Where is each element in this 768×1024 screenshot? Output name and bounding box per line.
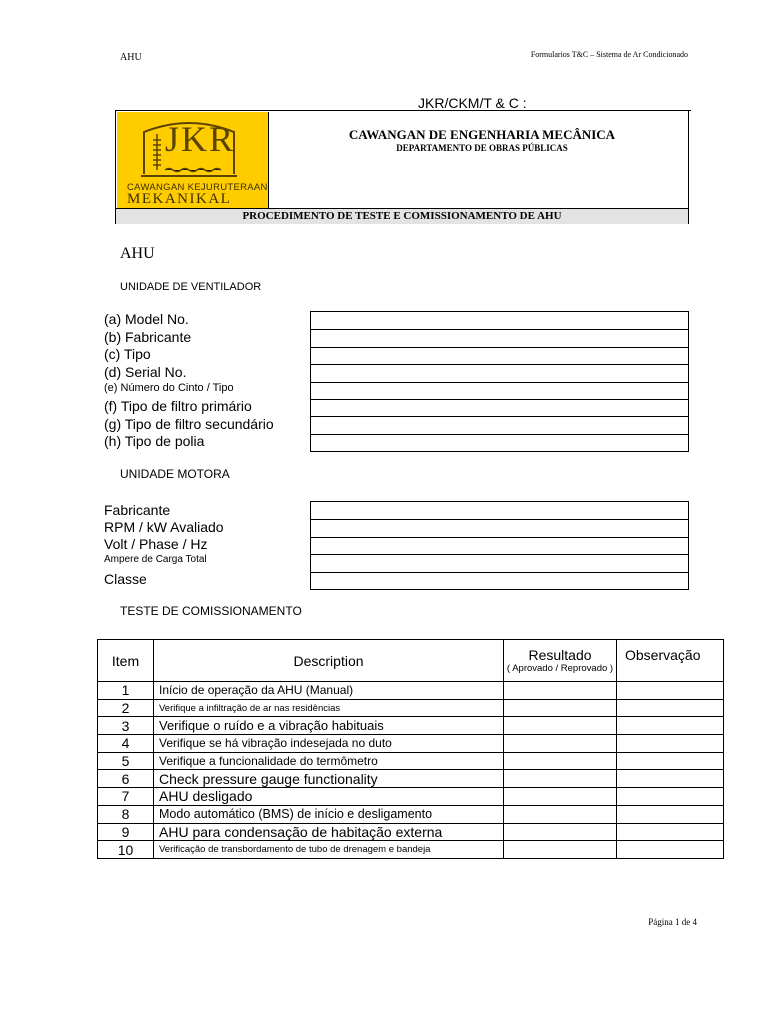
fan-label-type: (c) Tipo xyxy=(104,346,151,362)
motor-label-rpm: RPM / kW Avaliado xyxy=(104,519,224,535)
row-item: 8 xyxy=(98,805,154,823)
row-remarks-cell[interactable] xyxy=(617,735,724,753)
fan-label-secondary-filter: (g) Tipo de filtro secundário xyxy=(104,416,274,432)
fan-field-primary-filter[interactable] xyxy=(311,399,688,416)
fan-label-pulley: (h) Tipo de polia xyxy=(104,433,205,449)
row-result-cell[interactable] xyxy=(504,735,617,753)
fan-unit-fields xyxy=(310,311,689,452)
fan-field-serial[interactable] xyxy=(311,364,688,381)
fan-field-model[interactable] xyxy=(311,312,688,329)
row-description: Check pressure gauge functionality xyxy=(154,770,504,788)
logo-mekanikal: MEKANIKAL xyxy=(127,191,232,207)
fan-field-secondary-filter[interactable] xyxy=(311,416,688,433)
fan-label-serial: (d) Serial No. xyxy=(104,364,187,380)
row-result-cell[interactable] xyxy=(504,717,617,735)
row-description: Verificação de transbordamento de tubo de drenagem e bandeja xyxy=(154,841,504,859)
dept-title: DEPARTAMENTO DE OBRAS PÚBLICAS xyxy=(396,143,568,153)
row-item: 3 xyxy=(98,717,154,735)
row-description: Verifique a infiltração de ar nas residências xyxy=(154,699,504,717)
row-item: 1 xyxy=(98,682,154,700)
header-right: Formularios T&C – Sistema de Ar Condicionado xyxy=(530,50,688,59)
table-row xyxy=(98,770,724,788)
row-item: 5 xyxy=(98,752,154,770)
fan-field-type[interactable] xyxy=(311,347,688,364)
fan-label-manufacturer: (b) Fabricante xyxy=(104,329,192,345)
reference-number xyxy=(418,95,691,111)
row-item: 7 xyxy=(98,788,154,806)
title-block xyxy=(115,110,689,224)
table-row xyxy=(98,841,724,859)
page-number: Página 1 de 4 xyxy=(648,917,697,927)
table-row xyxy=(98,699,724,717)
org-title: CAWANGAN DE ENGENHARIA MECÂNICA xyxy=(348,127,616,142)
row-result-cell[interactable] xyxy=(504,770,617,788)
table-header-row xyxy=(98,640,724,682)
row-remarks-cell[interactable] xyxy=(617,805,724,823)
table-row xyxy=(98,823,724,841)
row-remarks-cell[interactable] xyxy=(617,823,724,841)
row-description: AHU desligado xyxy=(154,788,504,806)
row-description: AHU para condensação de habitação externa xyxy=(154,823,504,841)
logo-jkr-text: JKR xyxy=(165,119,236,159)
col-remarks-header: Observação xyxy=(617,640,724,682)
motor-field-class[interactable] xyxy=(311,572,688,589)
row-result-cell[interactable] xyxy=(504,823,617,841)
fan-label-model: (a) Model No. xyxy=(104,311,189,327)
row-item: 2 xyxy=(98,699,154,717)
row-description: Verifique a funcionalidade do termômetro xyxy=(154,752,504,770)
motor-label-class: Classe xyxy=(104,571,147,587)
row-item: 6 xyxy=(98,770,154,788)
fan-label-primary-filter: (f) Tipo de filtro primário xyxy=(104,398,252,414)
row-result-cell[interactable] xyxy=(504,788,617,806)
table-row xyxy=(98,682,724,700)
col-description-header: Description xyxy=(154,640,504,682)
col-item-header: Item xyxy=(98,640,154,682)
row-remarks-cell[interactable] xyxy=(617,770,724,788)
col-result-header xyxy=(504,640,617,682)
result-header-sublabel: ( Aprovado / Reprovado ) xyxy=(506,663,614,674)
header-left: AHU xyxy=(120,52,142,63)
row-result-cell[interactable] xyxy=(504,699,617,717)
row-result-cell[interactable] xyxy=(504,841,617,859)
motor-unit-heading: UNIDADE MOTORA xyxy=(120,467,230,481)
commissioning-table xyxy=(97,639,724,859)
motor-field-manufacturer[interactable] xyxy=(311,502,688,519)
row-description: Verifique se há vibração indesejada no duto xyxy=(154,735,504,753)
logo-subtitle: CAWANGAN KEJURUTERAAN xyxy=(127,182,268,193)
row-remarks-cell[interactable] xyxy=(617,788,724,806)
row-description: Modo automático (BMS) de início e desligamento xyxy=(154,805,504,823)
row-description: Início de operação da AHU (Manual) xyxy=(154,682,504,700)
procedure-title: PROCEDIMENTO DE TESTE E COMISSIONAMENTO DE AHU xyxy=(116,208,688,224)
row-result-cell[interactable] xyxy=(504,752,617,770)
fan-field-belt[interactable] xyxy=(311,382,688,399)
table-row xyxy=(98,805,724,823)
row-remarks-cell[interactable] xyxy=(617,682,724,700)
fan-label-belt: (e) Número do Cinto / Tipo xyxy=(104,382,234,394)
motor-unit-fields xyxy=(310,501,689,590)
row-item: 9 xyxy=(98,823,154,841)
commissioning-heading: TESTE DE COMISSIONAMENTO xyxy=(120,604,302,618)
row-result-cell[interactable] xyxy=(504,682,617,700)
row-result-cell[interactable] xyxy=(504,805,617,823)
row-description: Verifique o ruído e a vibração habituais xyxy=(154,717,504,735)
row-remarks-cell[interactable] xyxy=(617,841,724,859)
section-title: AHU xyxy=(120,245,155,262)
fan-unit-heading: UNIDADE DE VENTILADOR xyxy=(120,281,262,293)
row-item: 4 xyxy=(98,735,154,753)
motor-label-fla: Ampere de Carga Total xyxy=(104,554,207,565)
table-row xyxy=(98,735,724,753)
table-row xyxy=(98,788,724,806)
motor-field-volt[interactable] xyxy=(311,537,688,554)
reference-label: JKR/CKM/T & C : xyxy=(418,95,527,111)
fan-field-manufacturer[interactable] xyxy=(311,329,688,346)
motor-label-manufacturer: Fabricante xyxy=(104,502,171,518)
result-header-label: Resultado xyxy=(528,647,592,663)
motor-field-fla[interactable] xyxy=(311,554,688,571)
jkr-logo xyxy=(117,112,269,208)
fan-field-pulley[interactable] xyxy=(311,434,688,451)
row-remarks-cell[interactable] xyxy=(617,752,724,770)
motor-field-rpm[interactable] xyxy=(311,519,688,536)
table-row xyxy=(98,752,724,770)
table-row xyxy=(98,717,724,735)
motor-label-volt: Volt / Phase / Hz xyxy=(104,536,208,552)
row-remarks-cell[interactable] xyxy=(617,699,724,717)
row-remarks-cell[interactable] xyxy=(617,717,724,735)
row-item: 10 xyxy=(98,841,154,859)
